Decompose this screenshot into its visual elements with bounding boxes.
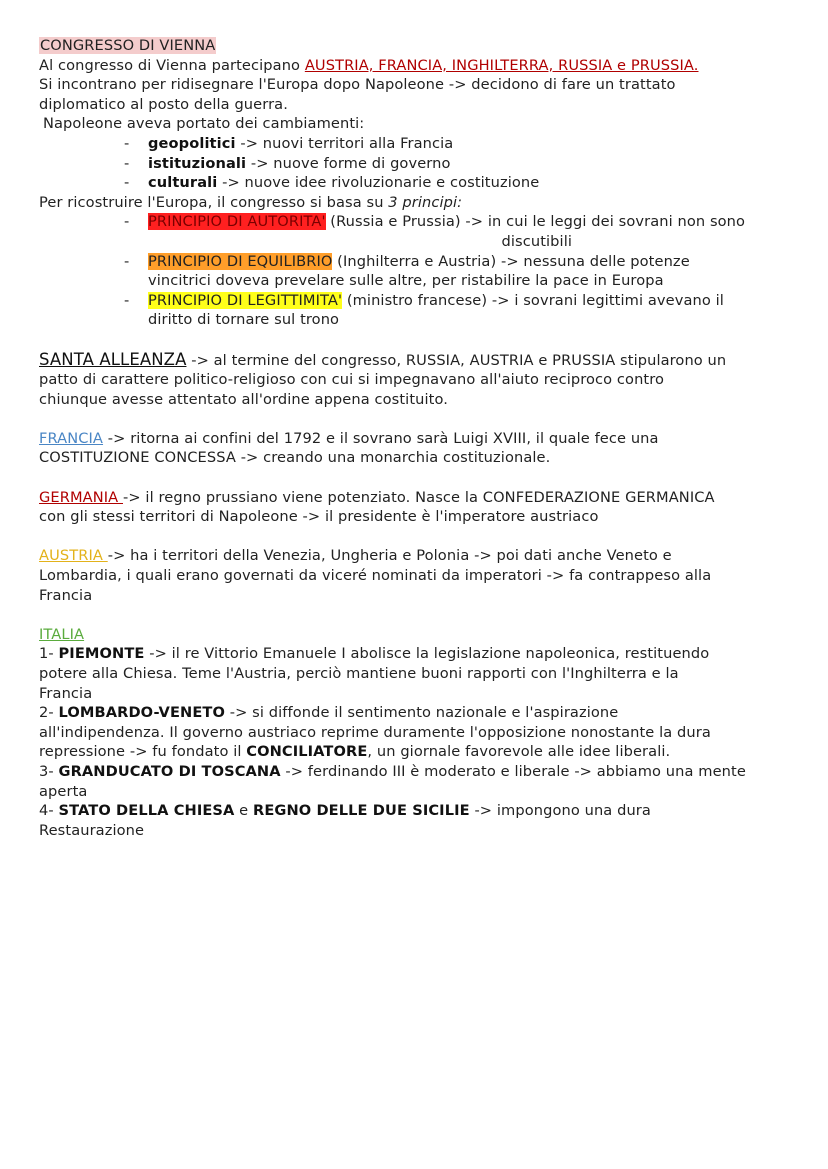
principle-equilibrium: PRINCIPIO DI EQUILIBRIO <box>148 252 333 270</box>
santa-text: -> al termine del congresso, RUSSIA, AUSTRIA e PRUSSIA stipularono un <box>186 351 727 369</box>
change-item: - istituzionali -> nuove forme di governo <box>124 154 451 172</box>
participants: AUSTRIA, FRANCIA, INGHILTERRA, RUSSIA e PRUSSIA. <box>304 56 699 74</box>
austria-line2: Lombardia, i quali erano governati da viceré nominati da imperatori -> fa contrappeso alla <box>39 567 712 585</box>
item-number: 1- <box>39 645 59 663</box>
item-text: -> si diffonde il sentimento nazionale e l'aspirazione <box>224 704 619 722</box>
italia-item-3 <box>39 762 799 782</box>
congress-title: CONGRESSO DI VIENNA <box>40 37 216 54</box>
congress-p4: Napoleone aveva portato dei cambiamenti: <box>43 115 365 133</box>
principle-desc: (Russia e Prussia) -> in cui le leggi dei sovrani non sono <box>325 213 746 231</box>
germania-line2: con gli stessi territori di Napoleone -> il presidente è l'imperatore austriaco <box>39 508 599 526</box>
principle-cont <box>39 232 799 252</box>
austria-line3: Francia <box>39 586 93 604</box>
principle-item: - PRINCIPIO DI LEGITTIMITA' (ministro francese) -> i sovrani legittimi avevano il <box>124 291 724 309</box>
item-name: GRANDUCATO DI TOSCANA <box>58 762 281 780</box>
item-number: 4- <box>39 802 59 820</box>
principle-legitimacy: PRINCIPIO DI LEGITTIMITA' <box>148 291 343 309</box>
italia-item-2-l2: all'indipendenza. Il governo austriaco reprime duramente l'opposizione nonostante la dura <box>39 723 711 741</box>
principle-item: - PRINCIPIO DI AUTORITA' (Russia e Prussia) -> in cui le leggi dei sovrani non sono <box>124 213 746 231</box>
congress-p3: diplomatico al posto della guerra. <box>39 95 288 113</box>
item-name: REGNO DELLE DUE SICILIE <box>252 802 470 820</box>
italia-title: ITALIA <box>39 625 85 643</box>
document-page <box>39 36 799 840</box>
congress-title-line <box>39 36 799 56</box>
francia-line2: COSTITUZIONE CONCESSA -> creando una monarchia costituzionale. <box>39 449 551 467</box>
change-item: - geopolitici -> nuovi territori alla Francia <box>124 134 454 152</box>
austria-title: AUSTRIA <box>39 547 108 565</box>
santa-line3: chiunque avesse attentato all'ordine appena costituito. <box>39 390 449 408</box>
austria-line1 <box>39 546 799 566</box>
principle-item: - PRINCIPIO DI EQUILIBRIO (Inghilterra e Austria) -> nessuna delle potenze <box>124 252 690 270</box>
item-conj: e <box>234 802 253 820</box>
item-text: -> ferdinando III è moderato e liberale -> abbiamo una mente <box>280 762 746 780</box>
change-desc: -> nuove idee rivoluzionarie e costituzione <box>217 174 540 192</box>
italia-item-4-l2: Restaurazione <box>39 821 145 839</box>
principle-cont: diritto di tornare sul trono <box>148 311 340 329</box>
change-desc: -> nuovi territori alla Francia <box>235 134 454 152</box>
germania-title: GERMANIA <box>39 488 123 506</box>
conciliatore: CONCILIATORE <box>246 743 368 761</box>
italia-item-1 <box>39 644 799 664</box>
santa-line1 <box>39 350 799 371</box>
item-name: PIEMONTE <box>58 645 145 663</box>
principle-desc-cont: discutibili <box>501 232 572 250</box>
principle-desc: (ministro francese) -> i sovrani legittimi avevano il <box>342 291 724 309</box>
item-text: -> il re Vittorio Emanuele I abolisce la legislazione napoleonica, restituendo <box>144 645 710 663</box>
principles-intro <box>39 193 799 213</box>
item-text: , un giornale favorevole alle idee liberali. <box>367 743 671 761</box>
change-term: geopolitici <box>148 134 236 152</box>
principle-authority: PRINCIPIO DI AUTORITA' <box>148 213 326 231</box>
italia-title-line <box>39 625 799 645</box>
principles-intro-text: Per ricostruire l'Europa, il congresso si basa su <box>39 193 384 211</box>
congress-intro <box>39 56 799 76</box>
principle-desc: (Inghilterra e Austria) -> nessuna delle potenze <box>332 252 690 270</box>
francia-title: FRANCIA <box>39 429 104 447</box>
italia-item-2-l3 <box>39 742 799 762</box>
change-term: culturali <box>148 174 218 192</box>
item-number: 2- <box>39 704 59 722</box>
change-term: istituzionali <box>148 154 247 172</box>
santa-line2: patto di carattere politico-religioso con cui si impegnavano all'aiuto reciproco contro <box>39 371 665 389</box>
italia-item-1-l3: Francia <box>39 684 93 702</box>
austria-text: -> ha i territori della Venezia, Ungheria e Polonia -> poi dati anche Veneto e <box>107 547 672 565</box>
intro-text: Al congresso di Vienna partecipano <box>39 56 301 74</box>
italia-item-3-l2: aperta <box>39 782 88 800</box>
principles-intro-em: 3 principi: <box>388 193 463 211</box>
francia-text: -> ritorna ai confini del 1792 e il sovrano sarà Luigi XVIII, il quale fece una <box>103 429 659 447</box>
item-name: LOMBARDO-VENETO <box>58 704 225 722</box>
change-item: - culturali -> nuove idee rivoluzionarie e costituzione <box>124 174 540 192</box>
item-name: STATO DELLA CHIESA <box>58 802 235 820</box>
santa-title: SANTA ALLEANZA <box>39 349 187 369</box>
item-text: repressione -> fu fondato il <box>39 743 247 761</box>
congress-p2: Si incontrano per ridisegnare l'Europa dopo Napoleone -> decidono di fare un trattato <box>39 76 676 94</box>
change-desc: -> nuove forme di governo <box>246 154 451 172</box>
italia-item-2 <box>39 703 799 723</box>
principle-cont: vincitrici doveva prevelare sulle altre, per ristabilire la pace in Europa <box>148 272 664 290</box>
item-text: -> impongono una dura <box>469 802 651 820</box>
italia-item-4 <box>39 801 799 821</box>
germania-text: -> il regno prussiano viene potenziato. Nasce la CONFEDERAZIONE GERMANICA <box>123 488 715 506</box>
item-number: 3- <box>39 762 59 780</box>
francia-line1 <box>39 429 799 449</box>
italia-item-1-l2: potere alla Chiesa. Teme l'Austria, perciò mantiene buoni rapporti con l'Inghilterra e la <box>39 665 679 682</box>
germania-line1 <box>39 488 799 508</box>
